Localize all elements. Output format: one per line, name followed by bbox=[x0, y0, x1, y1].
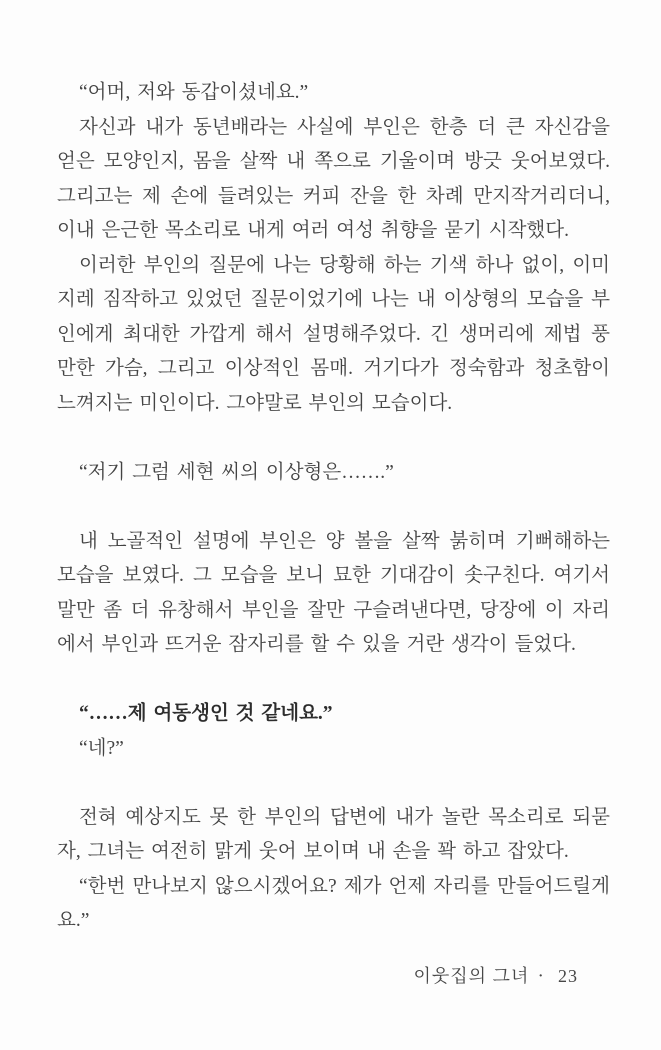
text-line: “……제 여동생인 것 같네요.” bbox=[79, 703, 333, 724]
text-line: 에서 부인과 뜨거운 잠자리를 할 수 있을 거란 생각이 들었다. bbox=[57, 634, 576, 655]
text-line: 이러한 부인의 질문에 나는 당황해 하는 기색 하나 없이, 이미 bbox=[79, 254, 610, 276]
paragraph-narration bbox=[57, 249, 610, 422]
text-line: 그리고는 제 손에 들려있는 커피 잔을 한 차례 만지작거리더니, bbox=[57, 185, 610, 207]
text-line: 이내 은근한 목소리로 내게 여러 여성 취향을 묻기 시작했다. bbox=[57, 220, 569, 241]
paragraph-narration bbox=[57, 801, 610, 870]
footer-separator: · bbox=[538, 969, 544, 984]
text-line: “어머, 저와 동갑이셨네요.” bbox=[79, 82, 309, 103]
text-line: 모습을 보였다. 그 모습을 보니 묘한 기대감이 솟구친다. 여기서 bbox=[57, 565, 610, 586]
paragraph-narration bbox=[57, 525, 610, 663]
text-line: 자신과 내가 동년배라는 사실에 부인은 한층 더 큰 자신감을 bbox=[79, 116, 610, 138]
text-line: “한번 만나보지 않으시겠어요? 제가 언제 자리를 만들어드릴게 bbox=[79, 875, 610, 897]
text-line: “네?” bbox=[79, 737, 124, 759]
paragraph-narration bbox=[57, 111, 610, 249]
text-line: 느껴지는 미인이다. 그야말로 부인의 모습이다. bbox=[57, 392, 453, 414]
text-line: 지레 짐작하고 있었던 질문이었기에 나는 내 이상형의 모습을 부 bbox=[57, 289, 610, 310]
page-number: 23 bbox=[558, 966, 578, 986]
paragraph-dialogue bbox=[57, 732, 610, 767]
text-line: 인에게 최대한 가깝게 해서 설명해주었다. 긴 생머리에 제법 풍 bbox=[57, 323, 610, 345]
paragraph-dialogue bbox=[57, 870, 610, 939]
book-title: 이웃집의 그녀 bbox=[413, 966, 530, 986]
text-line: 내 노골적인 설명에 부인은 양 볼을 살짝 붉히며 기뻐해하는 bbox=[79, 530, 610, 552]
page-footer bbox=[414, 963, 579, 990]
text-line: 말만 좀 더 유창해서 부인을 잘만 구슬려낸다면, 당장에 이 자리 bbox=[57, 599, 610, 621]
text-line: 만한 가슴, 그리고 이상적인 몸매. 거기다가 정숙함과 청초함이 bbox=[57, 358, 610, 379]
page-body bbox=[57, 76, 610, 939]
text-line: “저기 그럼 세현 씨의 이상형은…….” bbox=[79, 461, 394, 483]
text-line: 요.” bbox=[57, 910, 90, 931]
paragraph-dialogue bbox=[57, 76, 610, 111]
text-line: 전혀 예상지도 못 한 부인의 답변에 내가 놀란 목소리로 되묻 bbox=[79, 806, 610, 828]
text-line: 얻은 모양인지, 몸을 살짝 내 쪽으로 기울이며 방긋 웃어보였다. bbox=[57, 151, 610, 172]
paragraph-dialogue-bold bbox=[57, 697, 610, 732]
text-line: 자, 그녀는 여전히 맑게 웃어 보이며 내 손을 꽉 하고 잡았다. bbox=[57, 841, 569, 862]
paragraph-dialogue bbox=[57, 456, 610, 491]
